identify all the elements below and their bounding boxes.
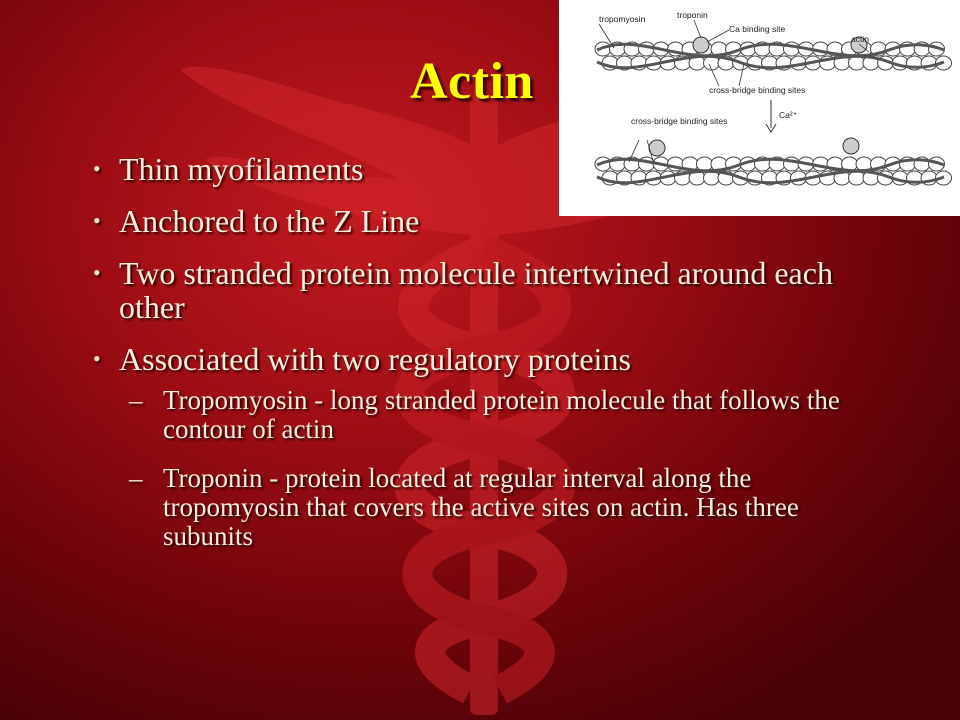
actin-monomer: [849, 171, 865, 185]
sub-bullet-text: Troponin - protein located at regular interval along the tropomyosin that covers the active sites on actin. Has three subunits: [163, 463, 799, 551]
slide-title: Actin: [410, 53, 534, 110]
label-troponin: troponin: [677, 10, 708, 20]
actin-diagram: [559, 0, 960, 216]
label-cross-bridge-top: cross-bridge binding sites: [709, 85, 806, 95]
bullet-dot: •: [93, 156, 101, 181]
bullet-text: Two stranded protein molecule intertwined around each other: [119, 255, 833, 325]
bullet-dot: •: [93, 260, 101, 285]
actin-diagram-figure: [559, 0, 960, 216]
bullet-dot: •: [93, 346, 101, 371]
sub-bullet-dash: –: [129, 463, 143, 493]
label-actin: actin: [851, 34, 869, 44]
label-tropomyosin: tropomyosin: [599, 14, 646, 24]
sub-bullet-dash: –: [129, 385, 143, 415]
actin-monomer: [849, 56, 865, 70]
bullet-dot: •: [93, 208, 101, 233]
bullet-text: Thin myofilaments: [119, 151, 364, 187]
bullet-item: [93, 342, 873, 551]
bullet-text: Anchored to the Z Line: [119, 203, 420, 239]
actin-filament-relaxed: [595, 37, 952, 70]
troponin-shape: [693, 37, 709, 53]
sub-bullet-item: [129, 386, 873, 444]
label-cross-bridge-bottom: cross-bridge binding sites: [631, 116, 728, 126]
troponin-shape: [649, 140, 665, 156]
troponin-shape: [843, 138, 859, 154]
bullet-text: Associated with two regulatory proteins: [119, 341, 631, 377]
sub-bullet-text: Tropomyosin - long stranded protein molecule that follows the contour of actin: [163, 385, 840, 444]
label-calcium: Ca²⁺: [779, 110, 798, 120]
sub-bullet-list: [129, 386, 873, 551]
bullet-item: [93, 256, 873, 324]
sub-bullet-item: [129, 464, 873, 551]
label-ca-binding-site: Ca binding site: [729, 24, 786, 34]
actin-monomer: [697, 157, 713, 171]
